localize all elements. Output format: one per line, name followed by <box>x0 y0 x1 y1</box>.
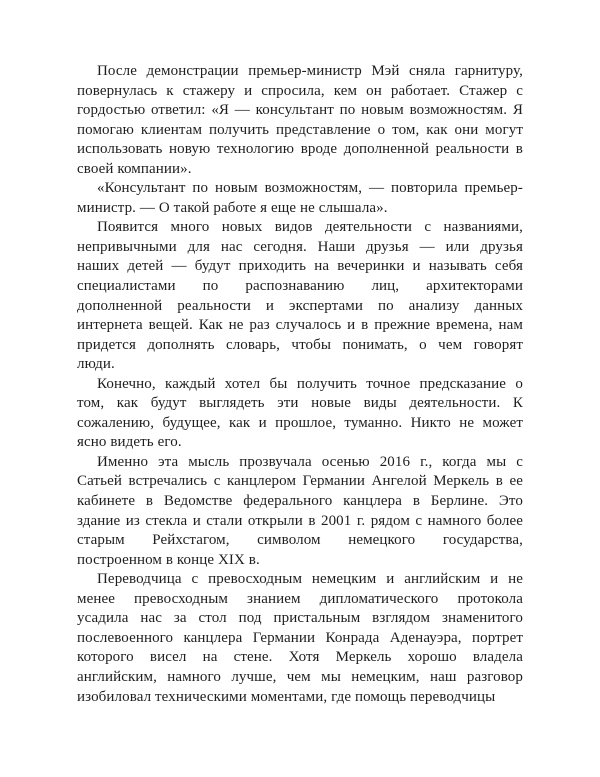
text-line: использовать новую технологию вроде дополненной реальности в <box>77 141 523 158</box>
text-line: менее превосходным знанием дипломатического протокола <box>77 590 523 607</box>
text-line: Именно эта мысль прозвучала осенью 2016 г., когда мы с <box>97 453 523 470</box>
paragraph <box>77 570 523 707</box>
text-line: дополненной реальности и экспертами по анализу данных <box>77 297 523 314</box>
text-line: построенном в конце XIX в. <box>77 551 260 568</box>
text-line: изобиловал техническими моментами, где помощь переводчицы <box>77 688 496 705</box>
page-text <box>77 62 523 707</box>
text-line: придется дополнять словарь, чтобы понимать, о чем говорят <box>77 336 523 353</box>
paragraph <box>77 453 523 570</box>
paragraph <box>77 375 523 453</box>
text-line: Конечно, каждый хотел бы получить точное предсказание о <box>97 375 523 392</box>
text-line: английским, намного лучше, чем мы немецким, наш разговор <box>77 668 523 685</box>
text-line: После демонстрации премьер-министр Мэй сняла гарнитуру, <box>97 63 523 79</box>
text-line: здание из стекла и стали открыли в 2001 г. рядом с намного более <box>77 512 523 529</box>
text-line: том, как будут выглядеть эти новые виды деятельности. К <box>77 395 523 412</box>
text-line: люди. <box>77 356 115 373</box>
text-line: повернулась к стажеру и спросила, кем он работает. Стажер с <box>77 82 523 99</box>
text-line: Переводчица с превосходным немецким и английским и не <box>97 571 523 588</box>
text-line: старым Рейхстагом, символом немецкого государства, <box>77 532 523 549</box>
text-line: гордостью ответил: «Я — консультант по новым возможностям. Я <box>77 102 523 119</box>
paragraph <box>77 179 523 218</box>
text-line: интернета вещей. Как не раз случалось и в прежние времена, нам <box>77 317 523 334</box>
text-line: Появится много новых видов деятельности с названиями, <box>97 219 523 236</box>
text-line: непривычными для нас сегодня. Наши друзья — или друзья <box>77 238 523 255</box>
text-line: специалистами по распознаванию лиц, архитекторами <box>77 278 523 295</box>
text-line: сожалению, будущее, как и прошлое, туманно. Никто не может <box>77 414 523 431</box>
text-line: Сатьей встречались с канцлером Германии Ангелой Меркель в ее <box>77 473 523 490</box>
paragraph <box>77 62 523 179</box>
text-line: министр. — О такой работе я еще не слышала». <box>77 199 388 216</box>
text-line: которого висел на стене. Хотя Меркель хорошо владела <box>77 649 523 666</box>
text-line: наших детей — будут приходить на вечеринки и называть себя <box>77 258 523 275</box>
paragraph <box>77 218 523 374</box>
text-line: усадила нас за стол под пристальным взглядом знаменитого <box>77 610 523 627</box>
text-line: ясно видеть его. <box>77 434 182 451</box>
text-line: своей компании». <box>77 160 192 177</box>
text-line: кабинете в Ведомстве федерального канцлера в Берлине. Это <box>77 493 523 510</box>
text-line: «Консультант по новым возможностям, — повторила премьер- <box>97 180 523 197</box>
text-line: помогаю клиентам получить представление о том, как они могут <box>77 121 523 138</box>
text-line: послевоенного канцлера Германии Конрада Аденауэра, портрет <box>77 629 523 646</box>
